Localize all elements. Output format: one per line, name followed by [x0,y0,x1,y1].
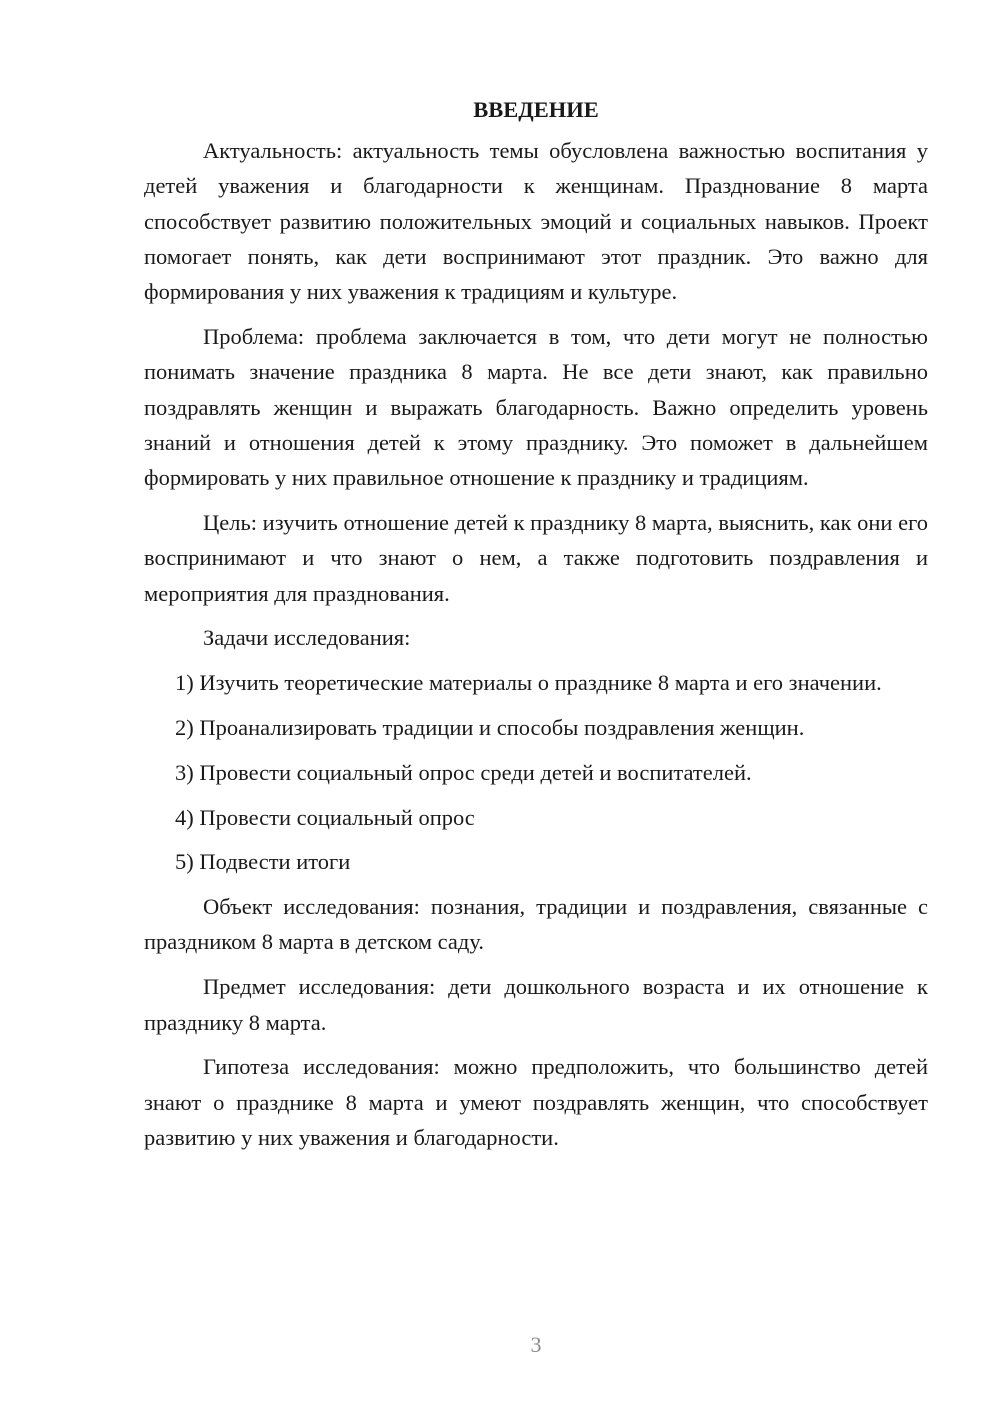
paragraph-hypothesis: Гипотеза исследования: можно предположить, что большинство детей знают о празднике 8 марта и умеют поздравлять женщин, что способствует развитию у них уважения и благодарности. [144,1054,928,1150]
paragraph-goal: Цель: изучить отношение детей к празднику 8 марта, выяснить, как они его воспринимают и что знают о нем, а также подготовить поздравления и мероприятия для празднования. [144,509,928,606]
paragraph-tasks-heading: Задачи исследования: [203,625,411,651]
task-item-2: 2) Проанализировать традиции и способы поздравления женщин. [175,714,805,740]
page-content [144,92,928,1165]
paragraph-subject: Предмет исследования: дети дошкольного возраста и их отношение к празднику 8 марта. [144,974,928,1035]
task-item-1: 1) Изучить теоретические материалы о празднике 8 марта и его значении. [175,670,882,696]
task-item-3: 3) Провести социальный опрос среди детей и воспитателей. [175,759,752,785]
task-item-4: 4) Провести социальный опрос [175,804,475,830]
paragraph-object: Объект исследования: познания, традиции и поздравления, связанные с праздником 8 марта в детском саду. [144,894,928,955]
section-title: ВВЕДЕНИЕ [473,97,599,122]
paragraph-relevance: Актуальность: актуальность темы обусловлена важностью воспитания у детей уважения и благодарности к женщинам. Празднование 8 марта способствует развитию положительных эмоций и социальных навыков. Проект помогает понять, как дети воспринимают этот праздник. Это важно для формирования у них уважения к традициям и культуре. [144,138,928,305]
task-item-5: 5) Подвести итоги [175,849,351,875]
page-number: 3 [530,1332,542,1357]
paragraph-problem: Проблема: проблема заключается в том, что дети могут не полностью понимать значение праздника 8 марта. Не все дети знают, как правильно поздравлять женщин и выражать благодарность. Важно определить уровень знаний и отношения детей к этому празднику. Это поможет в дальнейшем формировать у них правильное отношение к празднику и традициям. [144,323,928,491]
